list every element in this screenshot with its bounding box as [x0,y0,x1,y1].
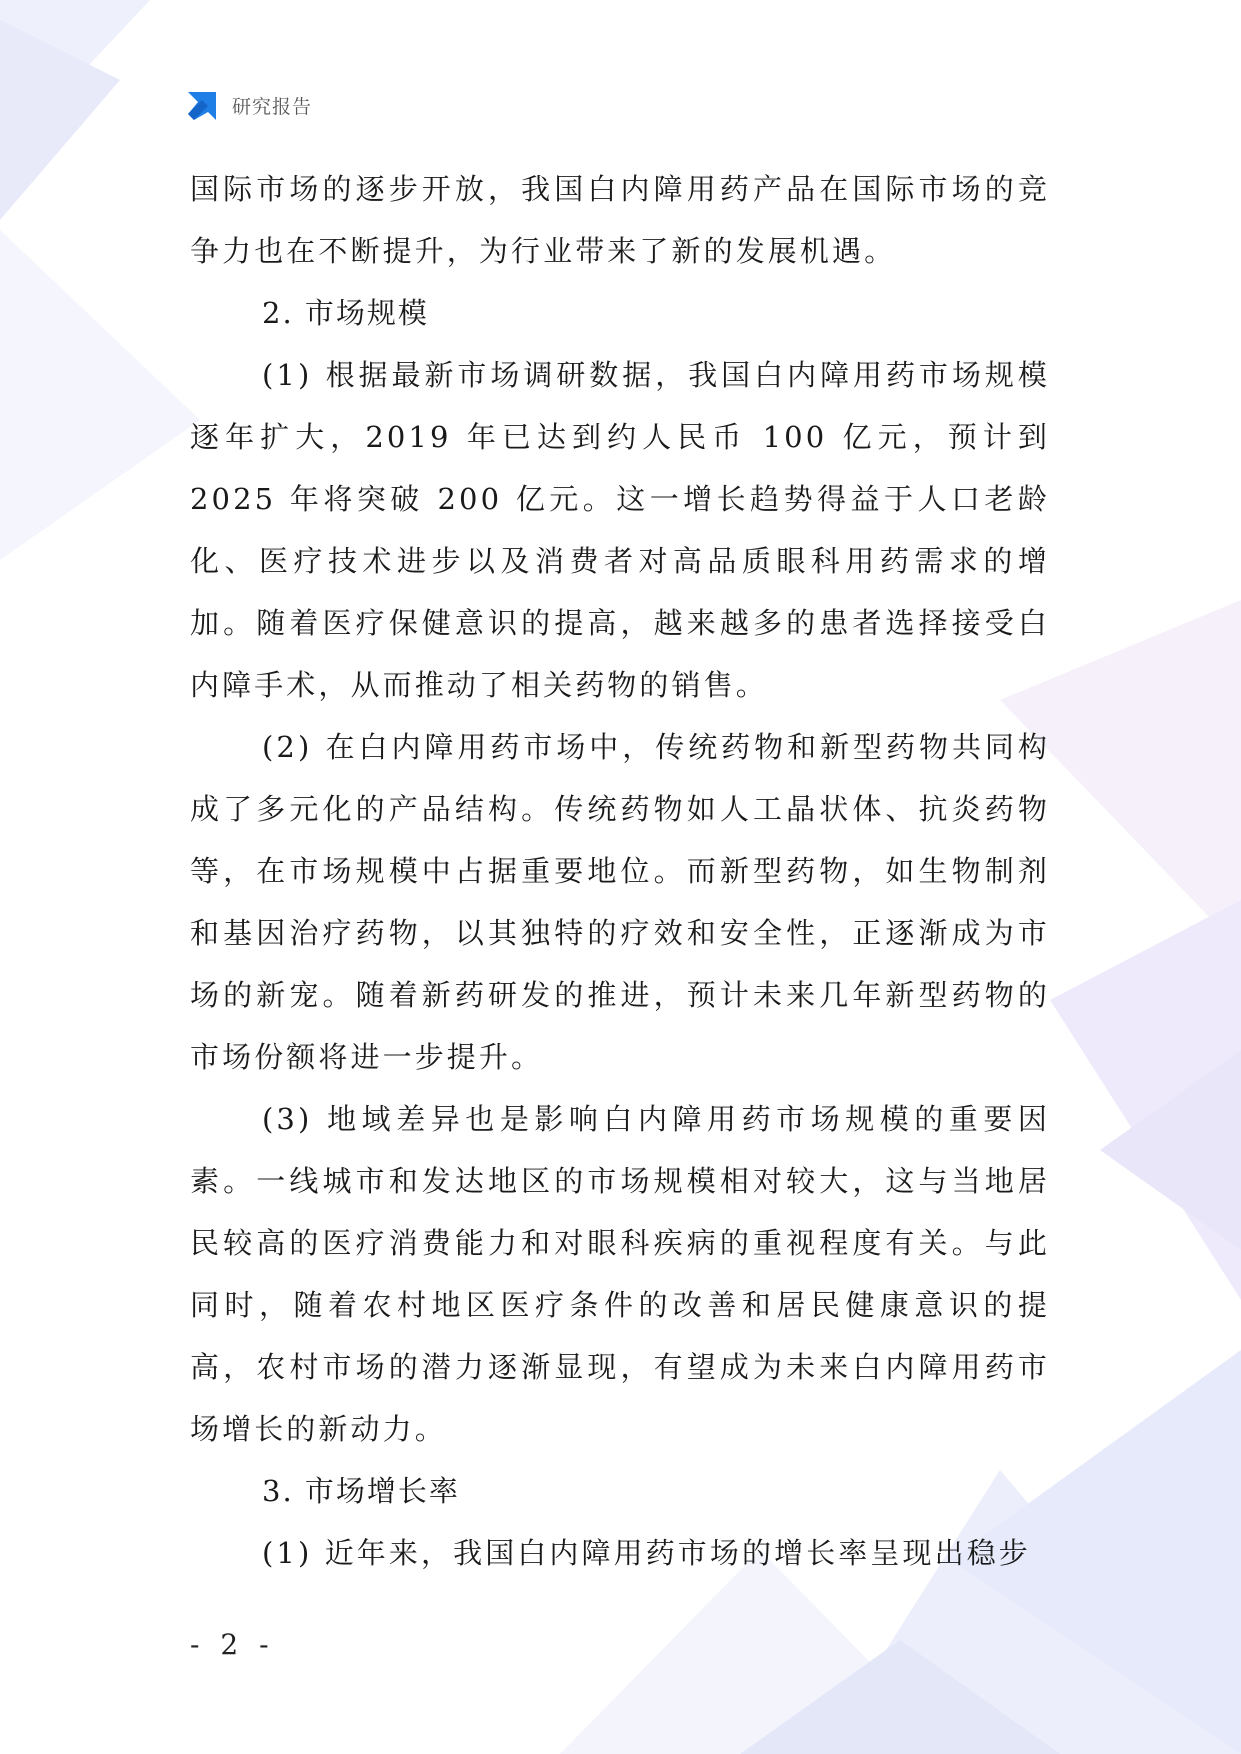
header-title: 研究报告 [232,95,313,118]
section-heading-growth-rate: 3. 市场增长率 [262,1474,460,1508]
paragraph-4: (1) 近年来，我国白内障用药市场的增长率呈现出稳步 [262,1536,1031,1570]
paragraph-1: (1) 根据最新市场调研数据，我国白内障用药市场规模逐年扩大，2019 年已达到约人民币 100 亿元，预计到 2025 年将突破 200 亿元。这一增长趋势得益于人口老龄化、医疗技术进步以及消费者对高品质眼科用药需求的增加。随着医疗保健意识的提高，越来越多的患者选择接受白内障手术，从而推动了相关药物的销售。 [190,358,1050,702]
page-header [186,88,312,122]
paragraph-2: (2) 在白内障用药市场中，传统药物和新型药物共同构成了多元化的产品结构。传统药物如人工晶状体、抗炎药物等，在市场规模中占据重要地位。而新型药物，如生物制剂和基因治疗药物，以其独特的疗效和安全性，正逐渐成为市场的新宠。随着新药研发的推进，预计未来几年新型药物的市场份额将进一步提升。 [190,730,1050,1074]
page-number: - 2 - [190,1628,275,1661]
arrow-logo-icon [186,88,220,122]
body-text [190,158,1050,1584]
paragraph-3: (3) 地域差异也是影响白内障用药市场规模的重要因素。一线城市和发达地区的市场规模相对较大，这与当地居民较高的医疗消费能力和对眼科疾病的重视程度有关。与此同时，随着农村地区医疗条件的改善和居民健康意识的提高，农村市场的潜力逐渐显现，有望成为未来白内障用药市场增长的新动力。 [190,1102,1050,1446]
section-heading-market-size: 2. 市场规模 [262,296,429,330]
paragraph-continuation: 国际市场的逐步开放，我国白内障用药产品在国际市场的竞争力也在不断提升，为行业带来了新的发展机遇。 [190,172,1050,268]
